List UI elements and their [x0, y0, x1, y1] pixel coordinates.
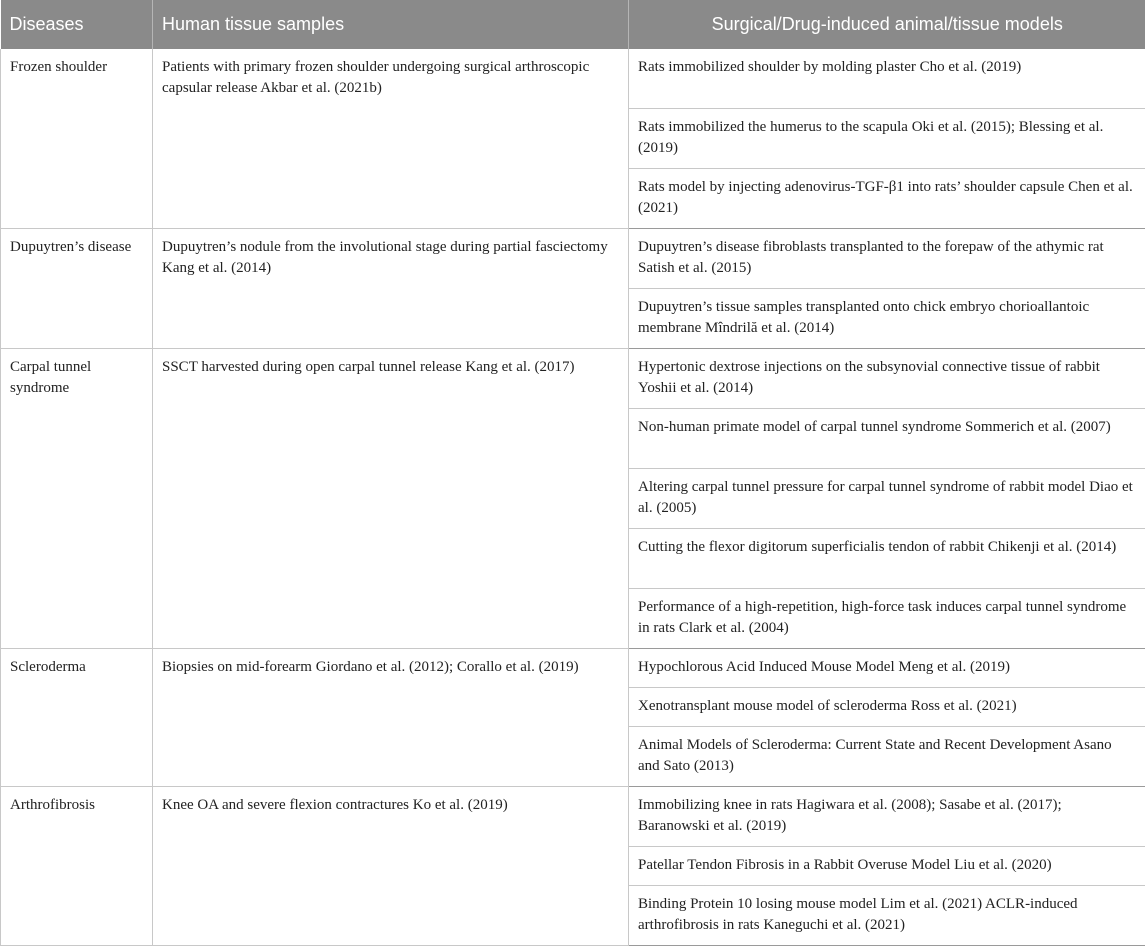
model-cell: Altering carpal tunnel pressure for carpal tunnel syndrome of rabbit model Diao et al. (2005)	[629, 469, 1145, 529]
disease-cell: Scleroderma	[1, 649, 153, 787]
human-sample-cell: Patients with primary frozen shoulder undergoing surgical arthroscopic capsular release Akbar et al. (2021b)	[153, 49, 629, 229]
model-cell: Dupuytren’s tissue samples transplanted onto chick embryo chorioallantoic membrane Mîndrilă et al. (2014)	[629, 289, 1145, 349]
model-cell: Binding Protein 10 losing mouse model Lim et al. (2021) ACLR-induced arthrofibrosis in rats Kaneguchi et al. (2021)	[629, 886, 1145, 946]
table-row	[1, 649, 1145, 688]
table-row	[1, 49, 1145, 109]
model-cell: Cutting the flexor digitorum superficialis tendon of rabbit Chikenji et al. (2014)	[629, 529, 1145, 589]
model-cell: Non-human primate model of carpal tunnel syndrome Sommerich et al. (2007)	[629, 409, 1145, 469]
model-cell: Patellar Tendon Fibrosis in a Rabbit Overuse Model Liu et al. (2020)	[629, 847, 1145, 886]
human-sample-cell: SSCT harvested during open carpal tunnel release Kang et al. (2017)	[153, 349, 629, 649]
human-sample-cell: Knee OA and severe flexion contractures Ko et al. (2019)	[153, 787, 629, 946]
model-cell: Immobilizing knee in rats Hagiwara et al. (2008); Sasabe et al. (2017); Baranowski et al. (2019)	[629, 787, 1145, 847]
model-cell: Dupuytren’s disease fibroblasts transplanted to the forepaw of the athymic rat Satish et al. (2015)	[629, 229, 1145, 289]
table-row	[1, 229, 1145, 289]
model-cell: Rats immobilized the humerus to the scapula Oki et al. (2015); Blessing et al. (2019)	[629, 109, 1145, 169]
model-cell: Hypertonic dextrose injections on the subsynovial connective tissue of rabbit Yoshii et al. (2014)	[629, 349, 1145, 409]
table-row	[1, 787, 1145, 847]
model-cell: Performance of a high-repetition, high-force task induces carpal tunnel syndrome in rats Clark et al. (2004)	[629, 589, 1145, 649]
model-cell: Xenotransplant mouse model of scleroderma Ross et al. (2021)	[629, 688, 1145, 727]
model-cell: Rats immobilized shoulder by molding plaster Cho et al. (2019)	[629, 49, 1145, 109]
header-human-tissue: Human tissue samples	[153, 0, 629, 49]
header-row	[1, 0, 1145, 49]
human-sample-cell: Dupuytren’s nodule from the involutional stage during partial fasciectomy Kang et al. (2014)	[153, 229, 629, 349]
disease-cell: Dupuytren’s disease	[1, 229, 153, 349]
header-models: Surgical/Drug-induced animal/tissue models	[629, 0, 1145, 49]
table-row	[1, 349, 1145, 409]
header-diseases: Diseases	[1, 0, 153, 49]
human-sample-cell: Biopsies on mid-forearm Giordano et al. (2012); Corallo et al. (2019)	[153, 649, 629, 787]
disease-cell: Carpal tunnel syndrome	[1, 349, 153, 649]
model-cell: Animal Models of Scleroderma: Current State and Recent Development Asano and Sato (2013)	[629, 727, 1145, 787]
disease-cell: Arthrofibrosis	[1, 787, 153, 946]
table-header	[1, 0, 1145, 49]
model-cell: Hypochlorous Acid Induced Mouse Model Meng et al. (2019)	[629, 649, 1145, 688]
disease-cell: Frozen shoulder	[1, 49, 153, 229]
table-body	[1, 49, 1145, 946]
model-cell: Rats model by injecting adenovirus-TGF-β1 into rats’ shoulder capsule Chen et al. (2021)	[629, 169, 1145, 229]
